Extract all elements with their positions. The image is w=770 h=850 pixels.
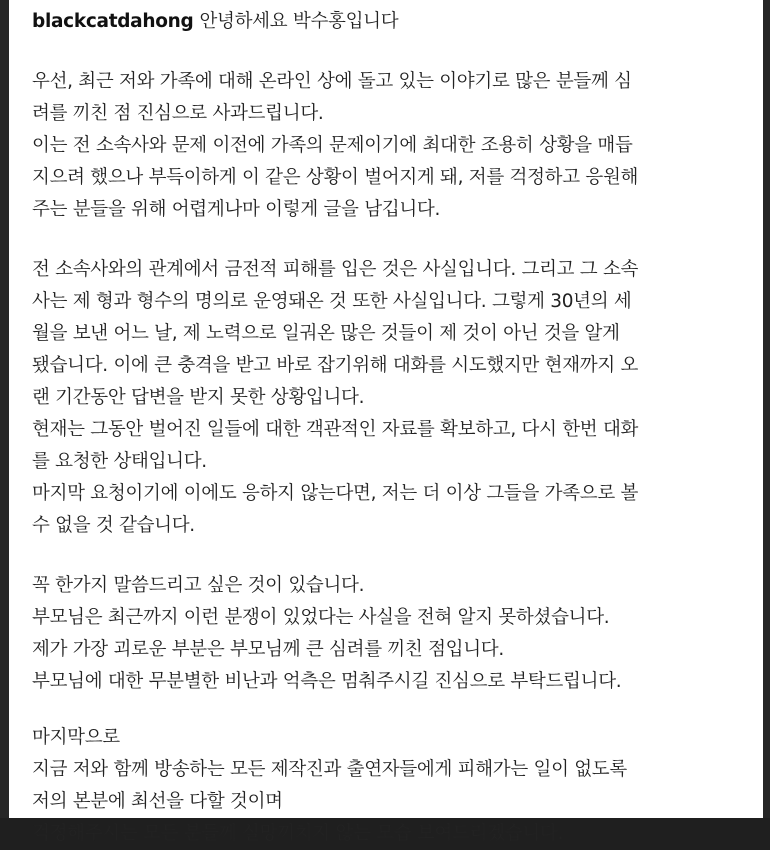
caption-line: 전 소속사와의 관계에서 금전적 피해를 입은 것은 사실입니다. 그리고 그 소속 xyxy=(32,259,639,280)
paragraph-spacer xyxy=(32,38,752,66)
caption-line: 꼭 한가지 말씀드리고 싶은 것이 있습니다. xyxy=(32,575,365,596)
caption-header xyxy=(32,6,752,38)
paragraph-closing xyxy=(32,722,752,850)
caption-line: 지으려 했으나 부득이하게 이 같은 상황이 벌어지게 돼, 저를 걱정하고 응원해 xyxy=(32,167,639,188)
caption-line: 우선, 최근 저와 가족에 대해 온라인 상에 돌고 있는 이야기로 많은 분들께 심 xyxy=(32,71,632,92)
caption-line: 를 요청한 상태입니다. xyxy=(32,451,207,472)
caption-line: 사는 제 형과 형수의 명의로 운영돼온 것 또한 사실입니다. 그렇게 30년의 세 xyxy=(32,291,632,312)
caption-line: 주는 분들을 위해 어렵게나마 이렇게 글을 남깁니다. xyxy=(32,199,441,220)
caption-line: 지금 저와 함께 방송하는 모든 제작진과 출연자들에게 피해가는 일이 없도록 xyxy=(32,759,627,780)
post-caption-panel xyxy=(9,0,763,844)
caption-line: 제가 가장 괴로운 부분은 부모님께 큰 심려를 끼친 점입니다. xyxy=(32,639,504,660)
username-link[interactable]: blackcatdahong xyxy=(32,11,194,32)
paragraph-spacer xyxy=(32,226,752,254)
caption-line: 마지막 요청이기에 이에도 응하지 않는다면, 저는 더 이상 그들을 가족으로 볼 xyxy=(32,483,639,504)
paragraph-apology xyxy=(32,66,752,226)
paragraph-spacer xyxy=(32,698,752,722)
caption-line: 됐습니다. 이에 큰 충격을 받고 바로 잡기위해 대화를 시도했지만 현재까지 오 xyxy=(32,355,639,376)
caption-line: 월을 보낸 어느 날, 제 노력으로 일궈온 많은 것들이 제 것이 아닌 것을 알게 xyxy=(32,323,620,344)
caption-line: 부모님에 대한 무분별한 비난과 억측은 멈춰주시길 진심으로 부탁드립니다. xyxy=(32,671,622,692)
post-caption xyxy=(32,6,752,850)
paragraph-agency-dispute xyxy=(32,254,752,542)
caption-line: 마지막으로 xyxy=(32,727,120,748)
paragraph-spacer xyxy=(32,542,752,570)
greeting-text: 안녕하세요 박수홍입니다 xyxy=(199,11,399,32)
caption-line: 현재는 그동안 벌어진 일들에 대한 객관적인 자료를 확보하고, 다시 한번 대화 xyxy=(32,419,639,440)
caption-line: 려를 끼친 점 진심으로 사과드립니다. xyxy=(32,103,324,124)
caption-line: 부모님은 최근까지 이런 분쟁이 있었다는 사실을 전혀 알지 못하셨습니다. xyxy=(32,607,610,628)
caption-line: 수 없을 것 같습니다. xyxy=(32,515,195,536)
paragraph-parents xyxy=(32,570,752,698)
caption-line: 저의 본분에 최선을 다할 것이며 xyxy=(32,791,283,812)
caption-line: 걱정해주시는 모든 분들께 실망끼치지 않는 모습 보여드리겠습니다. xyxy=(32,823,564,844)
caption-line: 랜 기간동안 답변을 받지 못한 상황입니다. xyxy=(32,387,365,408)
caption-line: 이는 전 소속사와 문제 이전에 가족의 문제이기에 최대한 조용히 상황을 매듭 xyxy=(32,135,633,156)
